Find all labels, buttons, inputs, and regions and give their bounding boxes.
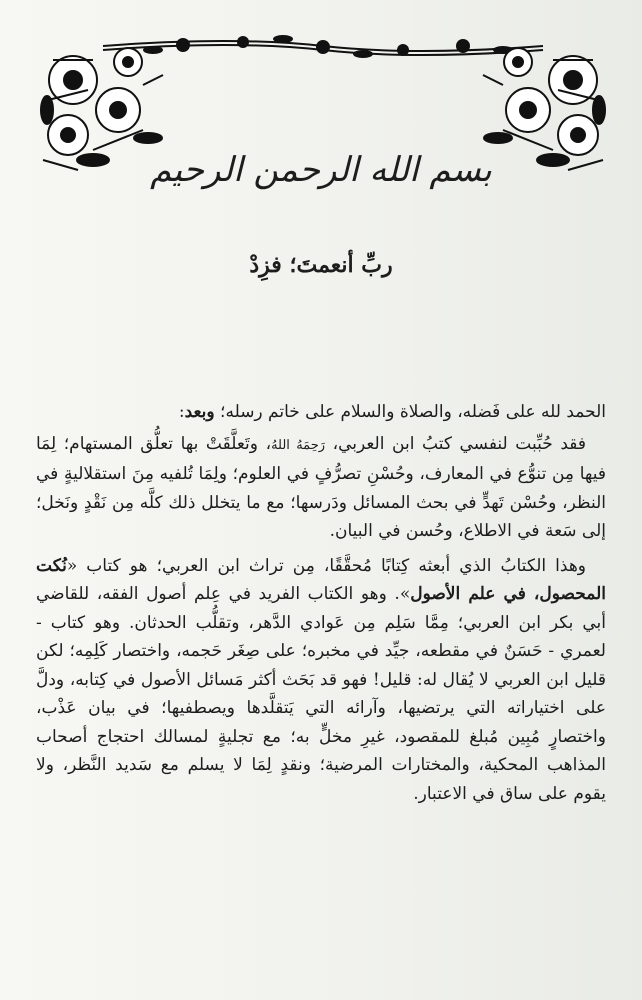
- paragraph-ibn-arabi-books: [36, 430, 606, 546]
- paragraph-3-rest: ». وهو الكتاب الفريد في عِلم أصول الفقه، للقاضي أبي بكر ابن العربي؛ مِمَّا سَلِم مِن عَوادي الدَّهر، وتقلُّب الحدثان. وهو كتاب - لعمري - حَسَنٌ في مقطعه، جيِّد في مخبره؛ على صِغَر حَجمه، واختصار كَلِمِه؛ لكن قليل ابن العربي لا يُقال له: قليل! فهو قد بَحَث أكثر مَسائل الأصول في كِتابه، ودلَّ على اختياراته التي يرتضيها، وآرائه التي يَتقلَّدها ويصطفيها؛ في بيان عَذْب، واختصارٍ مُبِين مُبلغ للمقصود، غيرِ مخلٍّ به؛ مع تجليةٍ لمسالك احتجاج أصحاب المذاهب المحكية، والمختارات المرضية؛ ونقدٍ لِمَا لا يسلم مع سَديد النَّظر، ولا يقوم على ساق في الاعتبار.: [36, 584, 606, 804]
- honorific-glyph: رَحِمَهُ اللهُ: [271, 437, 326, 453]
- paragraph-3-start: وهذا الكتابُ الذي أبعثه كِتابًا مُحقَّقًا، مِن تراث ابن العربي؛ هو كتاب «: [66, 555, 586, 576]
- book-title: نُكت المحصول، في علم الأصول: [36, 555, 606, 604]
- basmala-heading: بسم الله الرحمن الرحيم: [150, 150, 492, 190]
- paragraph-book-description: [36, 552, 606, 809]
- paragraph-opening: [36, 398, 606, 427]
- opening-text: الحمد لله على فَضله، والصلاة والسلام على خاتم رسله؛: [214, 402, 606, 422]
- opening-bold-word: وبعد: [184, 402, 215, 422]
- page-body: [36, 398, 606, 811]
- page-subtitle: ربِّ أنعمتَ؛ فزِدْ: [249, 252, 393, 278]
- paragraph-2-start: فقد حُبِّبت لنفسي كتبُ ابن العربي،: [325, 433, 586, 454]
- paragraph-2-rest: ، وتَعلَّقَتْ بها تعلُّق المستهام؛ لِمَا فيها مِن تنوُّع في المعارف، وحُسْنِ تصرُّفٍ في العلوم؛ ولِمَا تُلفيه مِنَ استقلاليةٍ في النظر، وحُسْن تَهدٍّ في بحث المسائل ودَرسها؛ مع ما يتخلل ذلك كلَّه مِن نَقْدٍ ونَخل؛ إلى سَعة في الاطلاع، وحُسن في البيان.: [36, 433, 606, 541]
- opening-colon: :: [178, 402, 185, 422]
